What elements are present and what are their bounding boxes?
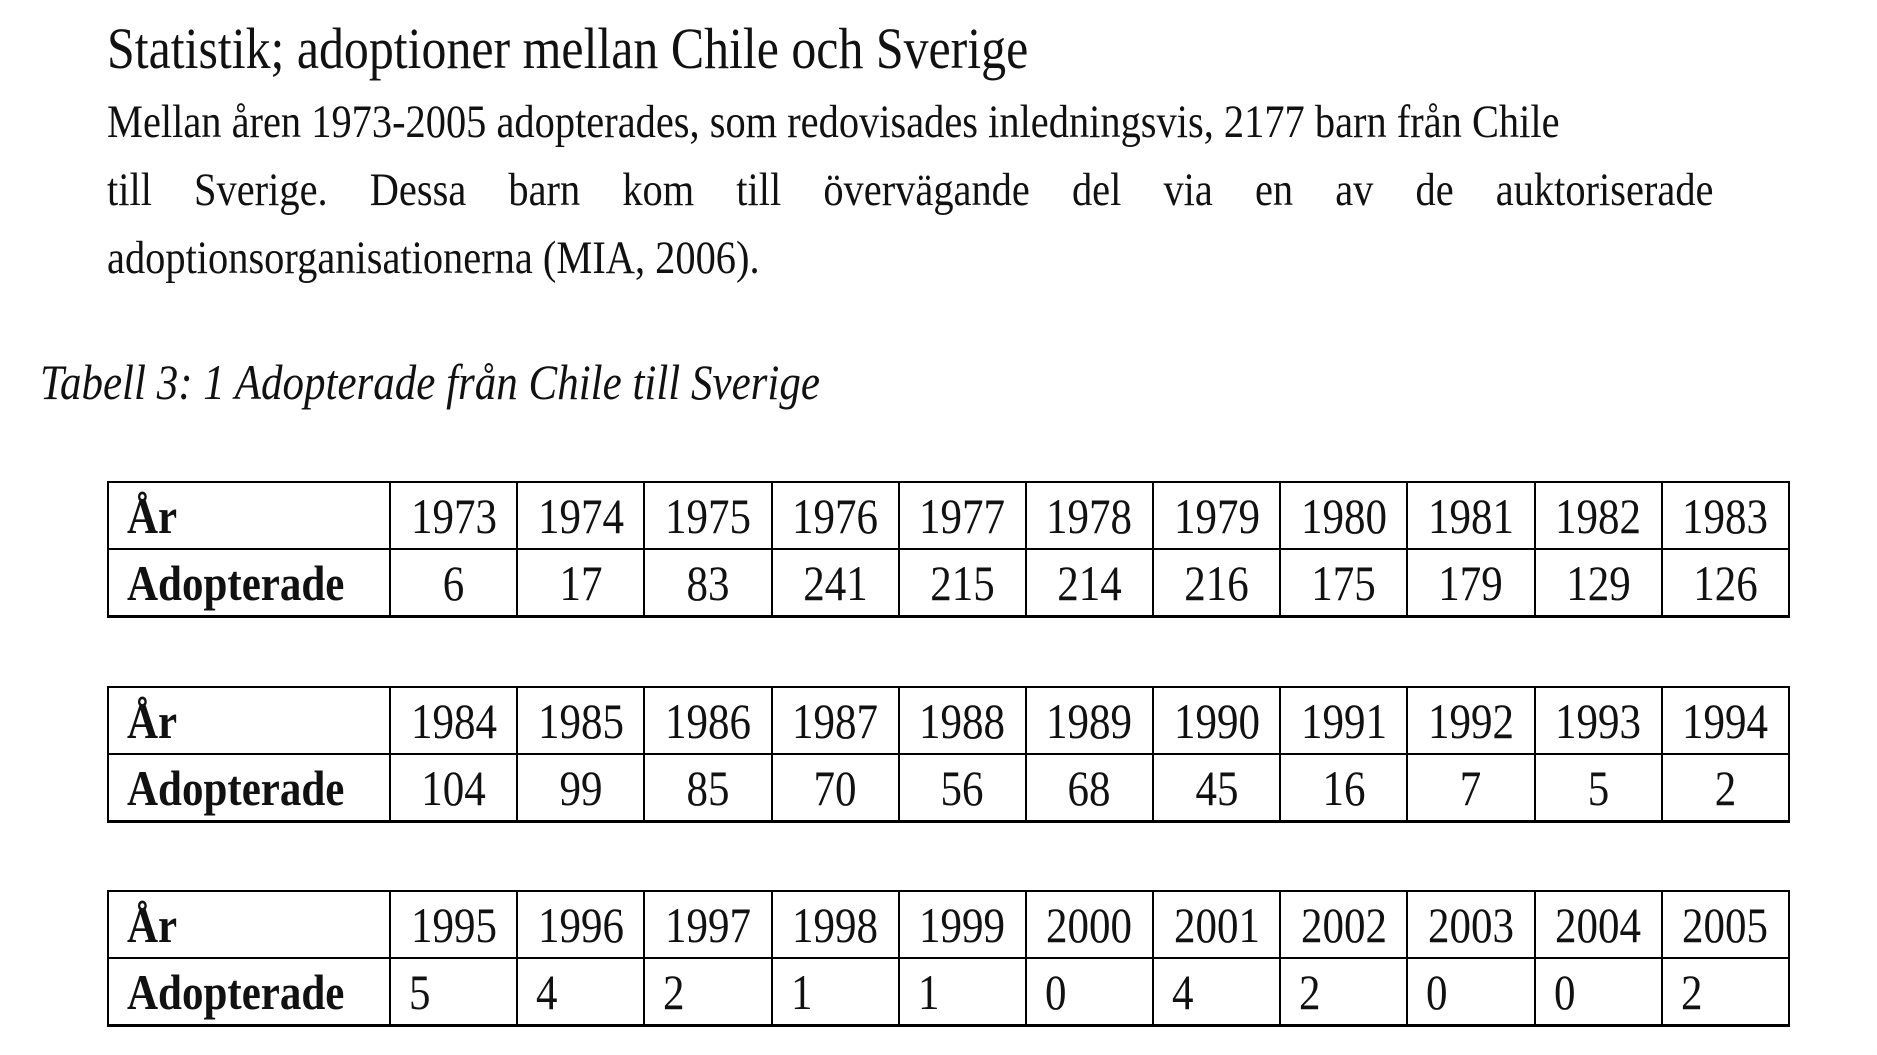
- intro-line-2: till Sverige. Dessa barn kom till övervägande del via en av de auktoriserade: [107, 164, 1714, 216]
- count-cell: 83: [644, 549, 771, 617]
- count-cell: 0: [1407, 958, 1534, 1026]
- year-cell: 1995: [390, 891, 517, 958]
- table-row-count: [108, 958, 1789, 1026]
- count-cell: 179: [1407, 549, 1534, 617]
- count-cell: 216: [1153, 549, 1280, 617]
- year-cell: 2001: [1153, 891, 1280, 958]
- count-cell: 214: [1026, 549, 1153, 617]
- count-cell: 2: [1280, 958, 1407, 1026]
- year-cell: 1992: [1407, 687, 1534, 754]
- year-cell: 1983: [1662, 482, 1789, 549]
- year-cell: 1980: [1280, 482, 1407, 549]
- count-cell: 126: [1662, 549, 1789, 617]
- intro-line-1: Mellan åren 1973-2005 adopterades, som redovisades inledningsvis, 2177 barn från Chile: [107, 96, 1560, 148]
- year-cell: 1986: [644, 687, 771, 754]
- year-cell: 1975: [644, 482, 771, 549]
- row-label-count: Adopterade: [108, 754, 390, 822]
- table-caption: Tabell 3: 1 Adopterade från Chile till Sverige: [40, 354, 820, 410]
- year-cell: 1973: [390, 482, 517, 549]
- count-cell: 129: [1535, 549, 1662, 617]
- row-label-year: År: [108, 687, 390, 754]
- row-label-count: Adopterade: [108, 958, 390, 1026]
- year-cell: 1988: [899, 687, 1026, 754]
- count-cell: 4: [517, 958, 644, 1026]
- intro-paragraph: [107, 88, 1713, 292]
- year-cell: 2000: [1026, 891, 1153, 958]
- count-cell: 5: [390, 958, 517, 1026]
- count-cell: 2: [644, 958, 771, 1026]
- row-label-year: År: [108, 482, 390, 549]
- adoption-table-1995-2005: [107, 890, 1790, 1027]
- year-cell: 1982: [1535, 482, 1662, 549]
- year-cell: 2002: [1280, 891, 1407, 958]
- count-cell: 0: [1535, 958, 1662, 1026]
- year-cell: 1998: [772, 891, 899, 958]
- table-row-year: [108, 891, 1789, 958]
- count-cell: 99: [517, 754, 644, 822]
- row-label-count: Adopterade: [108, 549, 390, 617]
- year-cell: 1978: [1026, 482, 1153, 549]
- year-cell: 2005: [1662, 891, 1789, 958]
- year-cell: 1979: [1153, 482, 1280, 549]
- year-cell: 1994: [1662, 687, 1789, 754]
- count-cell: 7: [1407, 754, 1534, 822]
- year-cell: 1993: [1535, 687, 1662, 754]
- table-row-year: [108, 687, 1789, 754]
- count-cell: 1: [772, 958, 899, 1026]
- count-cell: 16: [1280, 754, 1407, 822]
- year-cell: 2004: [1535, 891, 1662, 958]
- count-cell: 104: [390, 754, 517, 822]
- intro-line-3: adoptionsorganisationerna (MIA, 2006).: [107, 232, 760, 284]
- count-cell: 6: [390, 549, 517, 617]
- year-cell: 1985: [517, 687, 644, 754]
- year-cell: 1997: [644, 891, 771, 958]
- year-cell: 1984: [390, 687, 517, 754]
- count-cell: 45: [1153, 754, 1280, 822]
- year-cell: 1996: [517, 891, 644, 958]
- table-row-year: [108, 482, 1789, 549]
- adoption-table-1984-1994: [107, 686, 1790, 823]
- count-cell: 70: [772, 754, 899, 822]
- year-cell: 1989: [1026, 687, 1153, 754]
- count-cell: 241: [772, 549, 899, 617]
- count-cell: 1: [899, 958, 1026, 1026]
- count-cell: 215: [899, 549, 1026, 617]
- table-row-count: [108, 754, 1789, 822]
- year-cell: 1991: [1280, 687, 1407, 754]
- count-cell: 68: [1026, 754, 1153, 822]
- table-row-count: [108, 549, 1789, 617]
- adoption-table-1973-1983: [107, 481, 1790, 618]
- count-cell: 85: [644, 754, 771, 822]
- year-cell: 1990: [1153, 687, 1280, 754]
- year-cell: 1976: [772, 482, 899, 549]
- year-cell: 1977: [899, 482, 1026, 549]
- year-cell: 1999: [899, 891, 1026, 958]
- document-heading: Statistik; adoptioner mellan Chile och Sverige: [107, 16, 1029, 81]
- count-cell: 2: [1662, 754, 1789, 822]
- year-cell: 1987: [772, 687, 899, 754]
- count-cell: 56: [899, 754, 1026, 822]
- count-cell: 17: [517, 549, 644, 617]
- year-cell: 1981: [1407, 482, 1534, 549]
- row-label-year: År: [108, 891, 390, 958]
- count-cell: 5: [1535, 754, 1662, 822]
- count-cell: 4: [1153, 958, 1280, 1026]
- count-cell: 2: [1662, 958, 1789, 1026]
- year-cell: 2003: [1407, 891, 1534, 958]
- count-cell: 0: [1026, 958, 1153, 1026]
- year-cell: 1974: [517, 482, 644, 549]
- count-cell: 175: [1280, 549, 1407, 617]
